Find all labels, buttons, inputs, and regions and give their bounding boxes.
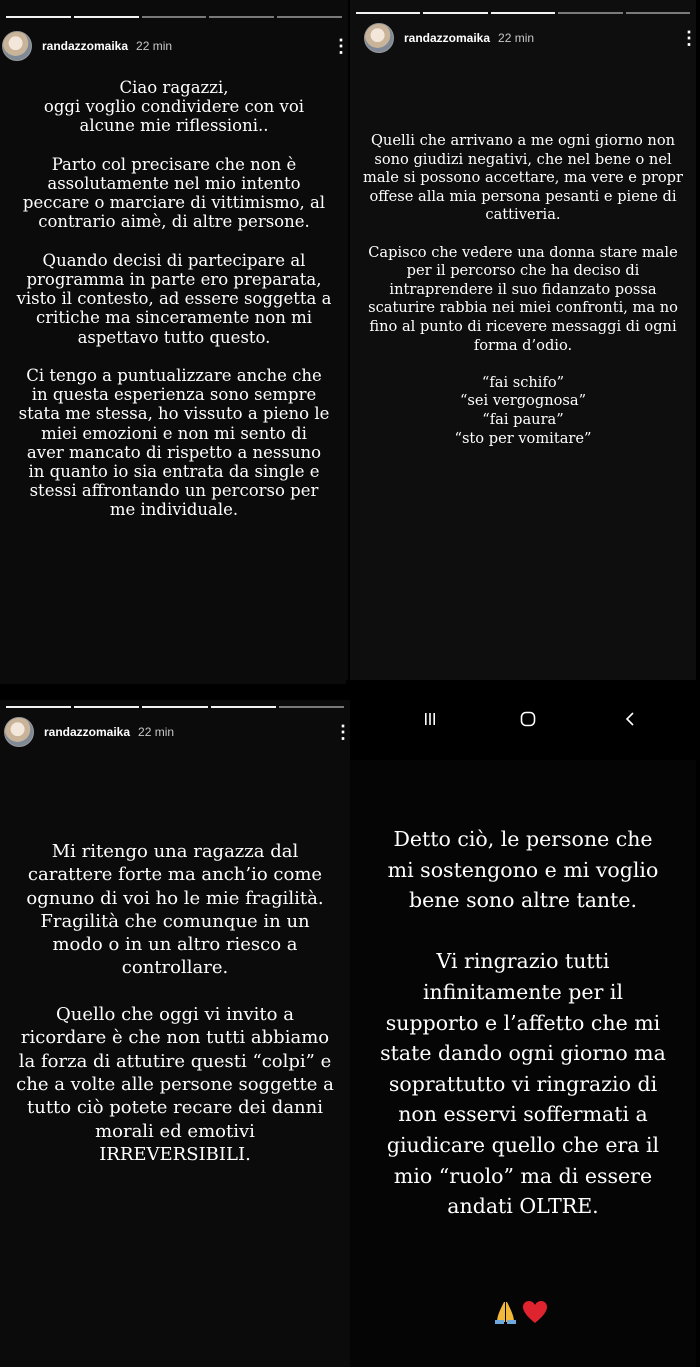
pray-icon <box>494 1300 516 1324</box>
progress-segment <box>142 706 207 708</box>
username[interactable]: randazzomaika <box>44 725 131 739</box>
progress-segment <box>74 16 139 18</box>
progress-segment <box>74 706 139 708</box>
more-options-icon[interactable]: ⋮ <box>334 721 352 742</box>
back-icon[interactable] <box>618 706 642 732</box>
progress-segment <box>279 706 344 708</box>
more-options-icon[interactable]: ⋮ <box>332 35 350 56</box>
progress-segment <box>356 12 420 14</box>
post-time: 22 min <box>498 31 535 45</box>
avatar[interactable] <box>4 717 34 747</box>
username[interactable]: randazzomaika <box>404 31 491 45</box>
progress-segment <box>6 706 71 708</box>
more-options-icon[interactable]: ⋮ <box>680 27 698 48</box>
progress-segment <box>626 12 690 14</box>
post-time: 22 min <box>138 725 175 739</box>
progress-segment <box>491 12 555 14</box>
story-progress-bars <box>6 16 342 18</box>
story-panel-4[interactable] <box>350 760 696 1367</box>
progress-segment <box>558 12 622 14</box>
story-progress-bars <box>6 706 344 708</box>
story-panel-1[interactable] <box>0 0 348 684</box>
story-text: Ciao ragazzi, oggi voglio condividere con voi alcune mie riflessioni.. Parto col precisare che non è assolutamente nel mio intento peccare o marciare di vittimismo, al contrario aimè, di altre persone. Quando decisi di partecipare al programma in parte ero preparata, visto il contesto, ad essere soggetta a critiche ma sinceramente non mi aspettavo tutto questo. Ci tengo a puntualizzare anche che in questa esperienza sono sempre stata me stessa, ho vissuto a pieno le miei emozioni e non mi sento di aver mancato di rispetto a nessuno in quanto io sia entrata da single e stessi affrontando un percorso per me individuale. <box>16 78 332 520</box>
avatar[interactable] <box>364 23 394 53</box>
progress-segment <box>142 16 207 18</box>
story-progress-bars <box>356 12 690 14</box>
heart-icon <box>522 1300 548 1324</box>
story-panel-2[interactable] <box>350 0 696 680</box>
avatar[interactable] <box>2 31 32 61</box>
system-navigation-bar <box>346 680 696 760</box>
home-icon[interactable] <box>516 706 540 732</box>
story-header <box>2 30 350 62</box>
progress-segment <box>277 16 342 18</box>
progress-segment <box>209 16 274 18</box>
story-panel-3[interactable] <box>0 700 350 1367</box>
progress-segment <box>6 16 71 18</box>
story-header <box>4 716 352 748</box>
recent-apps-icon[interactable] <box>418 706 442 732</box>
post-time: 22 min <box>136 39 173 53</box>
progress-segment <box>423 12 487 14</box>
username[interactable]: randazzomaika <box>42 39 129 53</box>
story-text: Quelli che arrivano a me ogni giorno non sono giudizi negativi, che nel bene o nel male si possono accettare, ma vere e propr offese alla mia persona pesanti e piene di cattiveria. Capisco che vedere una donna stare male per il percorso che ha deciso di intraprendere il suo fidanzato possa scaturire rabbia nei miei confronti, ma no fino al punto di ricevere messaggi di ogni forma d’odio. “fai schifo” “sei vergognosa” “fai paura” “sto per vomitare” <box>362 132 683 447</box>
story-text: Detto ciò, le persone che mi sostengono e mi voglio bene sono altre tante. Vi ringrazio tutti infinitamente per il supporto e l’affetto che mi state dando ogni giorno ma soprattutto vi ringrazio di non esservi soffermati a giudicare quello che era il mio “ruolo” ma di essere andati OLTRE. <box>380 827 666 1219</box>
story-text: Mi ritengo una ragazza dal carattere forte ma anch’io come ognuno di voi ho le mie fragilità. Fragilità che comunque in un modo o in un altro riesco a controllare. Quello che oggi vi invito a ricordare è che non tutti abbiamo la forza di attutire questi “colpi” e che a volte alle persone soggette a tutto ciò potete recare dei danni morali ed emotivi IRREVERSIBILI. <box>16 841 334 1165</box>
story-header <box>364 22 698 54</box>
progress-segment <box>211 706 276 708</box>
emoji-row <box>494 1300 548 1324</box>
